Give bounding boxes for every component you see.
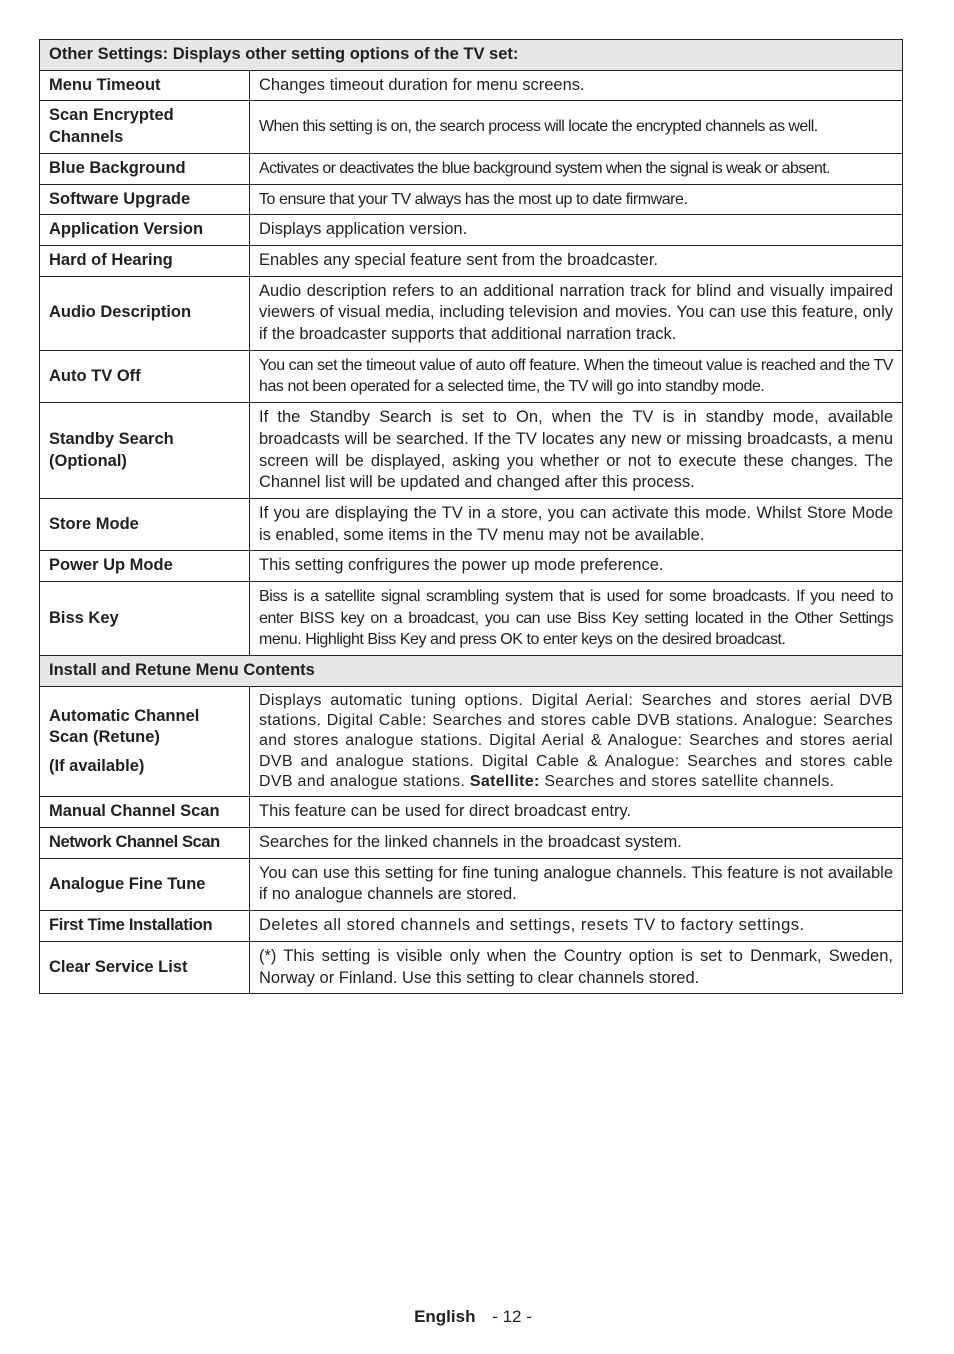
row-label: Network Channel Scan (40, 828, 250, 859)
row-description: You can use this setting for fine tuning analogue channels. This feature is not available if no analogue channels are stored. (250, 858, 903, 910)
settings-table (39, 39, 903, 994)
table-row (40, 828, 903, 859)
row-description: Searches for the linked channels in the broadcast system. (250, 828, 903, 859)
table-row (40, 245, 903, 276)
auto-scan-label: Automatic Channel Scan (Retune) (49, 706, 200, 747)
row-description: If you are displaying the TV in a store, you can activate this mode. Whilst Store Mode is enabled, some items in the TV menu may not be available. (250, 498, 903, 550)
row-label: Clear Service List (40, 941, 250, 993)
row-label: Auto TV Off (40, 350, 250, 402)
auto-scan-desc-bold: Satellite: (469, 773, 540, 791)
row-description: This setting confrigures the power up mode preference. (250, 551, 903, 582)
row-label: Application Version (40, 215, 250, 246)
row-label: Blue Background (40, 153, 250, 184)
row-description: Biss is a satellite signal scrambling system that is used for some broadcasts. If you need to enter BISS key on a broadcast, you can use Biss Key setting located in the Other Settings menu. Highlight Biss Key and press OK to enter keys on the desired broadcast. (250, 582, 903, 656)
page-number: - 12 - (492, 1307, 532, 1326)
row-label (40, 686, 250, 796)
table-row (40, 101, 903, 153)
auto-scan-desc-end: Searches and stores satellite channels. (539, 773, 835, 791)
table-row (40, 582, 903, 656)
row-label: Scan Encrypted Channels (40, 101, 250, 153)
auto-scan-note: (If available) (49, 756, 145, 775)
row-label: Hard of Hearing (40, 245, 250, 276)
row-description: If the Standby Search is set to On, when the TV is in standby mode, available broadcasts will be searched. If the TV locates any new or missing broadcasts, a menu screen will be displayed, asking you whether or not to execute these changes. The Channel list will be updated and changed after this process. (250, 403, 903, 499)
row-description: This feature can be used for direct broadcast entry. (250, 797, 903, 828)
footer-language: English (414, 1307, 476, 1326)
row-description: Audio description refers to an additional narration track for blind and visually impaired viewers of visual media, including television and movies. You can use this feature, only if the broadcaster supports that additional narration track. (250, 276, 903, 350)
section-header-row (40, 656, 903, 687)
table-row (40, 350, 903, 402)
row-description: Deletes all stored channels and settings, resets TV to factory settings. (250, 911, 903, 942)
row-label: Analogue Fine Tune (40, 858, 250, 910)
row-label: Manual Channel Scan (40, 797, 250, 828)
section-title-other-settings: Other Settings: Displays other setting options of the TV set: (40, 40, 903, 71)
table-row (40, 551, 903, 582)
table-row (40, 498, 903, 550)
row-description: When this setting is on, the search process will locate the encrypted channels as well. (250, 101, 903, 153)
table-row (40, 403, 903, 499)
row-description: Enables any special feature sent from the broadcaster. (250, 245, 903, 276)
table-row (40, 797, 903, 828)
row-description: Changes timeout duration for menu screens. (250, 70, 903, 101)
row-label: Menu Timeout (40, 70, 250, 101)
section-header-row (40, 40, 903, 71)
table-row (40, 184, 903, 215)
auto-scan-desc: Displays automatic tuning options. Digital Aerial: Searches and stores aerial DVB stations. Digital Cable: Searches and stores cable DVB stations. Analogue: Searches and stores analogue stations. Digital Aerial & Analogue: Searches and stores aerial DVB and analogue stations. Digital Cable & Analogue: Searches and stores cable DVB and analogue stations. (259, 691, 893, 791)
table-row (40, 215, 903, 246)
table-row (40, 276, 903, 350)
table-row (40, 70, 903, 101)
row-label: Audio Description (40, 276, 250, 350)
page-footer (0, 1306, 954, 1328)
row-description: Displays application version. (250, 215, 903, 246)
row-description: (*) This setting is visible only when the Country option is set to Denmark, Sweden, Norway or Finland. Use this setting to clear channels stored. (250, 941, 903, 993)
row-label: Power Up Mode (40, 551, 250, 582)
row-description: To ensure that your TV always has the most up to date firmware. (250, 184, 903, 215)
row-label: Store Mode (40, 498, 250, 550)
table-row (40, 941, 903, 993)
table-row (40, 911, 903, 942)
row-label: Biss Key (40, 582, 250, 656)
table-row (40, 858, 903, 910)
row-description (250, 686, 903, 796)
row-description: Activates or deactivates the blue background system when the signal is weak or absent. (250, 153, 903, 184)
section-title-install-retune: Install and Retune Menu Contents (40, 656, 903, 687)
row-description: You can set the timeout value of auto off feature. When the timeout value is reached and the TV has not been operated for a selected time, the TV will go into standby mode. (250, 350, 903, 402)
table-row (40, 686, 903, 796)
row-label: Standby Search (Optional) (40, 403, 250, 499)
table-row (40, 153, 903, 184)
row-label: Software Upgrade (40, 184, 250, 215)
row-label: First Time Installation (40, 911, 250, 942)
